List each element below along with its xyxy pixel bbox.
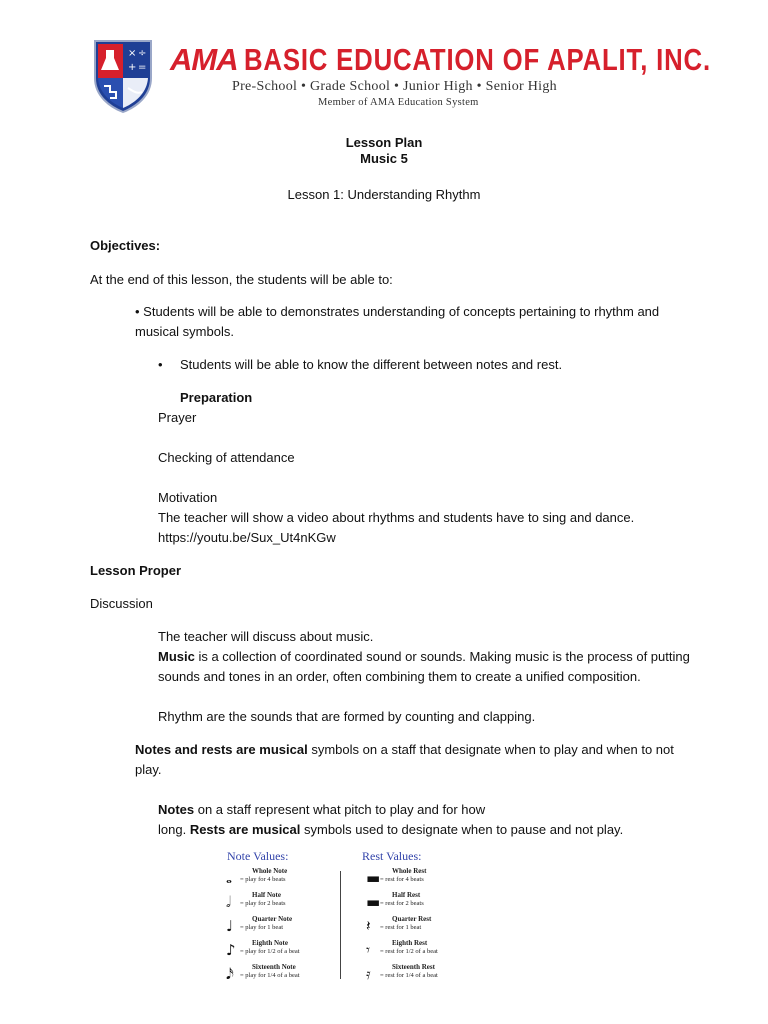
note-value-symbol-icon: ♩ — [226, 917, 234, 935]
member-line: Member of AMA Education System — [318, 97, 479, 108]
discussion-heading: Discussion — [90, 596, 153, 611]
rest-value-description: = rest for 1/2 of a beat — [380, 948, 438, 955]
note-value-name: Quarter Note — [252, 915, 293, 923]
attendance-item: Checking of attendance — [158, 450, 295, 465]
school-shield-logo — [92, 38, 154, 114]
rest-value-name: Half Rest — [392, 891, 421, 899]
notes-rests-line-1 — [135, 740, 674, 760]
notes-staff-text: on a staff represent what pitch to play and for how — [194, 802, 486, 817]
svg-text:=: = — [138, 62, 147, 73]
preparation-heading: Preparation — [180, 390, 253, 405]
note-value-name: Half Note — [252, 891, 281, 899]
music-definition-line-2: sounds and tones in an order, often combining them to create a unified composition. — [158, 669, 641, 684]
rest-value-symbol-icon: 𝄾 — [366, 941, 370, 959]
objectives-intro: At the end of this lesson, the students will be able to: — [90, 272, 393, 287]
note-value-description: = play for 1/4 of a beat — [240, 972, 300, 979]
rest-value-description: = rest for 1/4 of a beat — [380, 972, 438, 979]
notes-rests-text: symbols on a staff that designate when to play and when to not — [307, 742, 674, 757]
svg-text:+: + — [128, 62, 137, 73]
discussion-intro: The teacher will discuss about music. — [158, 629, 374, 644]
objective-1-line-1: • Students will be able to demonstrates understanding of concepts pertaining to rhythm and — [135, 304, 660, 319]
rest-value-name: Eighth Rest — [392, 939, 428, 947]
note-value-description: = play for 1 beat — [240, 924, 284, 931]
svg-text:×: × — [128, 48, 137, 59]
lesson-proper-heading: Lesson Proper — [90, 563, 182, 578]
brand-logo-text: AMA — [170, 42, 238, 77]
note-value-symbol-icon: 𝅝 — [226, 869, 232, 887]
note-value-symbol-icon: 𝅘𝅥𝅯 — [226, 965, 234, 983]
rest-value-description: = rest for 2 beats — [380, 900, 424, 907]
note-value-name: Whole Note — [252, 867, 288, 875]
video-link[interactable]: https://youtu.be/Sux_Ut4nKGw — [158, 530, 336, 545]
notes-rests-line-2: play. — [135, 762, 162, 777]
music-definition-text: is a collection of coordinated sound or sounds. Making music is the process of putting — [194, 649, 690, 664]
rest-value-name: Quarter Rest — [392, 915, 432, 923]
notes-term: Notes — [158, 802, 195, 817]
rest-value-name: Whole Rest — [392, 867, 427, 875]
motivation-item: Motivation — [158, 490, 218, 505]
music-term: Music — [158, 649, 195, 664]
note-value-description: = play for 4 beats — [240, 876, 286, 883]
rest-value-symbol-icon: 𝄿 — [366, 965, 371, 983]
rests-term: Rests are musical — [189, 822, 301, 837]
subject-title: Music 5 — [360, 151, 408, 166]
note-value-name: Eighth Note — [252, 939, 288, 947]
rest-value-symbol-icon: 𝄽 — [366, 917, 371, 935]
objective-2: Students will be able to know the different between notes and rest. — [180, 357, 563, 372]
objectives-heading: Objectives: — [90, 238, 161, 253]
rest-value-description: = rest for 4 beats — [380, 876, 424, 883]
note-value-description: = play for 1/2 of a beat — [240, 948, 300, 955]
school-name: BASIC EDUCATION OF APALIT, INC. — [244, 42, 711, 77]
note-values-figure — [222, 845, 468, 985]
figure-divider — [340, 871, 341, 979]
prayer-item: Prayer — [158, 410, 197, 425]
rests-text: symbols used to designate when to pause and not play. — [300, 822, 624, 837]
bullet-marker: • — [158, 357, 163, 372]
lesson-plan-title: Lesson Plan — [345, 135, 423, 150]
note-value-symbol-icon: 𝅗𝅥 — [226, 893, 231, 911]
school-levels: Pre-School • Grade School • Junior High • Senior High — [232, 79, 557, 94]
rest-values-title: Rest Values: — [362, 849, 422, 863]
note-value-description: = play for 2 beats — [240, 900, 286, 907]
note-values-title: Note Values: — [227, 849, 289, 863]
shield-icon — [92, 38, 154, 114]
note-value-name: Sixteenth Note — [252, 963, 296, 971]
note-value-symbol-icon: ♪ — [226, 941, 236, 959]
notes-staff-line-2 — [158, 820, 623, 840]
objective-1-line-2: musical symbols. — [135, 324, 234, 339]
rest-value-symbol-icon: ▬ — [366, 893, 381, 911]
rest-value-symbol-icon: ▬ — [366, 869, 381, 887]
notes-staff-line-1 — [158, 800, 485, 820]
music-definition-line-1 — [158, 647, 690, 667]
video-description: The teacher will show a video about rhythms and students have to sing and dance. — [158, 510, 635, 525]
rest-value-name: Sixteenth Rest — [392, 963, 435, 971]
rest-value-description: = rest for 1 beat — [380, 924, 422, 931]
long-text: long. — [158, 822, 190, 837]
rhythm-definition: Rhythm are the sounds that are formed by counting and clapping. — [158, 709, 536, 724]
lesson-title: Lesson 1: Understanding Rhythm — [287, 187, 481, 202]
svg-text:÷: ÷ — [138, 48, 147, 59]
notes-rests-term: Notes and rests are musical — [135, 742, 308, 757]
